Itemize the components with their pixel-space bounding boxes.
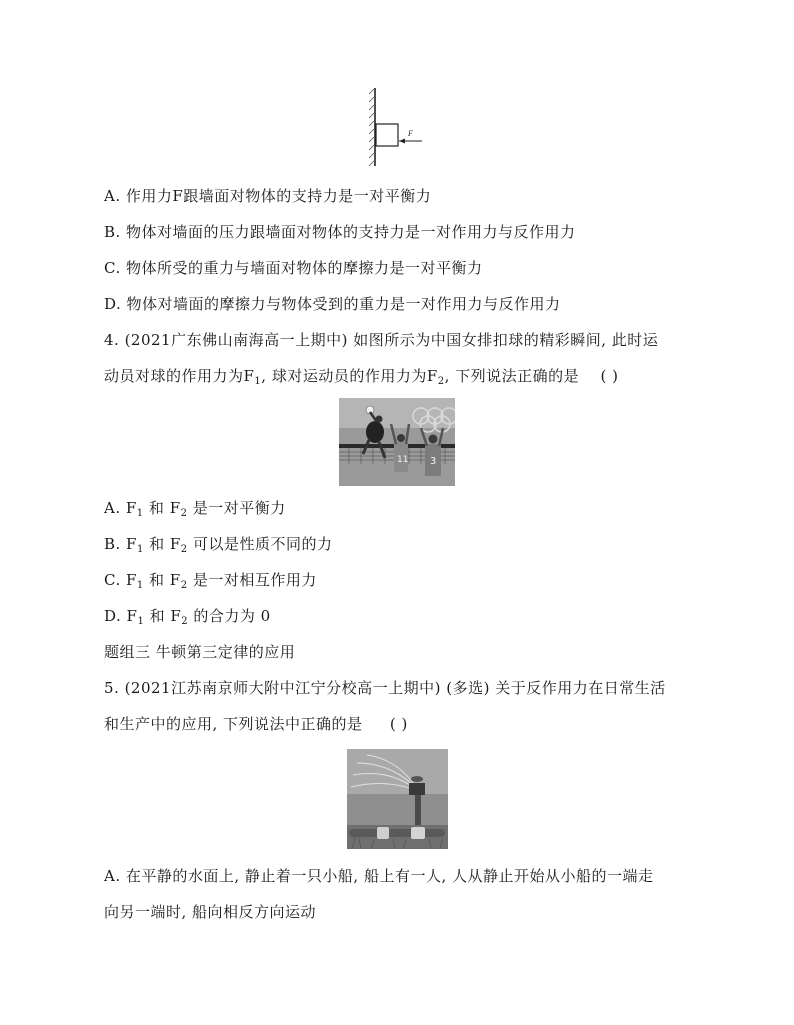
opt-b-sub2: 2 [180, 544, 188, 555]
q3-option-b: B. 物体对墙面的压力跟墙面对物体的支持力是一对作用力与反作用力 [104, 223, 576, 241]
q5-stem-text: 和生产中的应用, 下列说法中正确的是 [104, 715, 363, 733]
opt-b-mid: 和 F [143, 535, 181, 553]
opt-c-text: 是一对相互作用力 [187, 571, 317, 589]
opt-c-prefix: C. F [104, 571, 137, 589]
q4-option-c [104, 570, 317, 596]
opt-a-text: 是一对平衡力 [187, 499, 286, 517]
q4-stem-sub2: 2 [437, 376, 445, 387]
opt-c-sub2: 2 [180, 580, 188, 591]
opt-c-mid: 和 F [143, 571, 181, 589]
opt-a-prefix: A. F [104, 499, 137, 517]
section-title: 题组三 牛顿第三定律的应用 [104, 643, 296, 661]
block-rect [376, 124, 398, 146]
force-arrow-head [399, 139, 405, 144]
force-label: F [408, 129, 413, 138]
q4-option-b [104, 534, 332, 560]
opt-a-sub1: 1 [136, 508, 144, 519]
q5-stem-line2 [104, 714, 408, 734]
q4-stem-text-c: , 下列说法正确的是 [444, 367, 580, 385]
opt-b-prefix: B. F [104, 535, 137, 553]
opt-a-mid: 和 F [143, 499, 181, 517]
jersey-number-1: 11 [397, 455, 409, 465]
sprinkler-photo [347, 749, 448, 849]
opt-d-sub1: 1 [137, 616, 145, 627]
opt-d-sub2: 2 [181, 616, 189, 627]
q4-answer-blank: ( ) [600, 367, 619, 385]
sprinkler-scene [347, 749, 448, 849]
wall-hatching [369, 88, 375, 166]
q4-stem-sub1: 1 [254, 376, 262, 387]
q4-stem-line1: 4. (2021广东佛山南海高一上期中) 如图所示为中国女排扣球的精彩瞬间, 此时运 [104, 331, 659, 349]
q4-stem-text-b: , 球对运动员的作用力为F [261, 367, 438, 385]
q3-option-a: A. 作用力F跟墙面对物体的支持力是一对平衡力 [104, 187, 432, 205]
wall-block-figure [360, 86, 430, 168]
q5-stem-line1: 5. (2021江苏南京师大附中江宁分校高一上期中) (多选) 关于反作用力在日常生活 [104, 679, 666, 697]
q5-option-a-line2: 向另一端时, 船向相反方向运动 [104, 903, 317, 921]
opt-c-sub1: 1 [136, 580, 144, 591]
q4-option-a [104, 498, 286, 524]
opt-d-text: 的合力为 0 [188, 607, 271, 625]
opt-a-sub2: 2 [180, 508, 188, 519]
q5-option-a-line1: A. 在平静的水面上, 静止着一只小船, 船上有一人, 人从静止开始从小船的一端走 [104, 867, 654, 885]
opt-d-prefix: D. F [104, 607, 138, 625]
q3-option-c: C. 物体所受的重力与墙面对物体的摩擦力是一对平衡力 [104, 259, 483, 277]
volleyball-scene [339, 398, 455, 486]
opt-b-text: 可以是性质不同的力 [187, 535, 333, 553]
q4-stem-line2 [104, 366, 618, 392]
q5-answer-blank: ( ) [389, 715, 408, 733]
volleyball-photo [339, 398, 455, 486]
q4-option-d [104, 606, 271, 632]
q3-option-d: D. 物体对墙面的摩擦力与物体受到的重力是一对作用力与反作用力 [104, 295, 561, 313]
opt-b-sub1: 1 [136, 544, 144, 555]
q4-stem-text-a: 动员对球的作用力为F [104, 367, 255, 385]
jersey-number-2: 3 [430, 456, 437, 467]
opt-d-mid: 和 F [144, 607, 182, 625]
